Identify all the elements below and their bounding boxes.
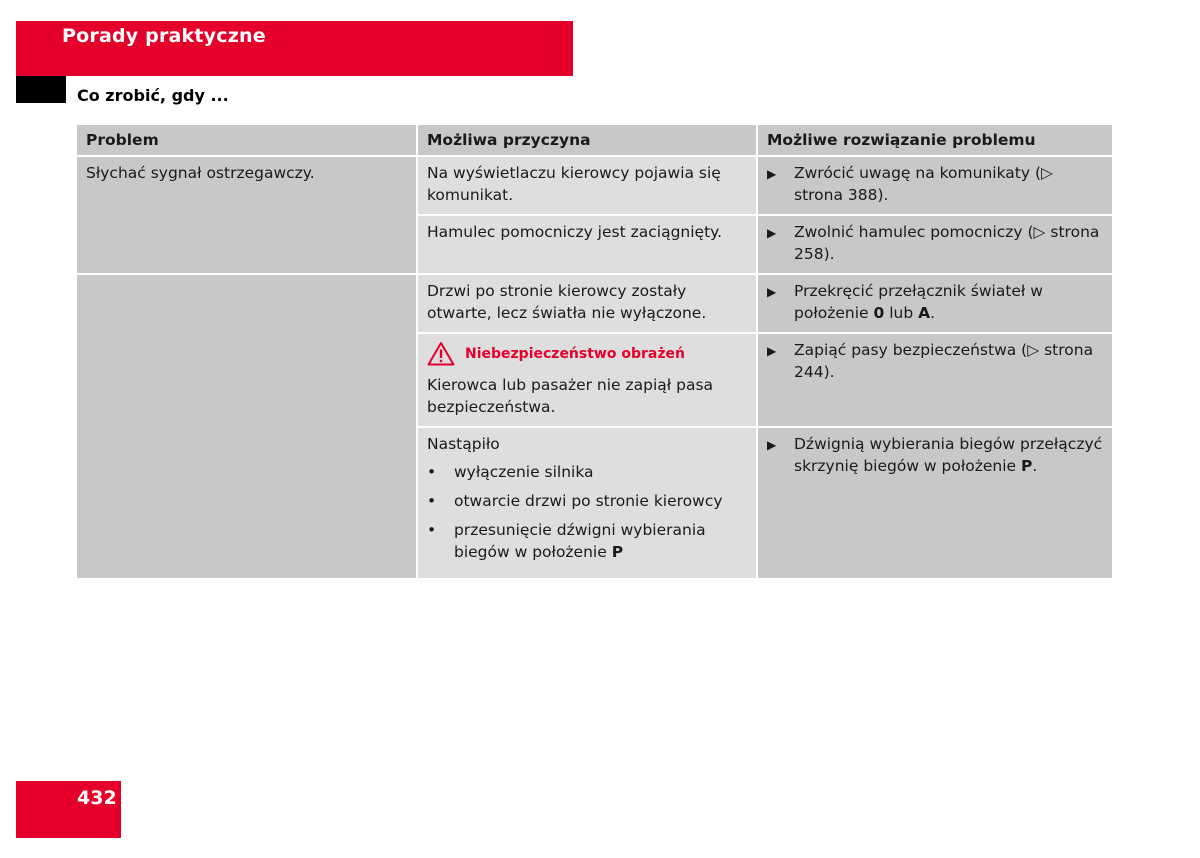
cause-cell <box>417 427 757 578</box>
arrow-right-icon: ▶ <box>767 438 777 452</box>
arrow-right-icon: ▶ <box>767 167 777 181</box>
problem-cell: Słychać sygnał ostrzegawczy. <box>77 156 417 274</box>
solution-cell <box>757 274 1112 333</box>
cause-text: Kierowca lub pasażer nie zapiął pasa bezpieczeństwa. <box>427 376 714 416</box>
list-item: • przesunięcie dźwigni wybierania biegów w położenie P <box>427 521 706 561</box>
column-header-solution: Możliwe rozwiązanie problemu <box>757 125 1112 156</box>
column-header-cause: Możliwa przyczyna <box>417 125 757 156</box>
table-row <box>77 156 1112 215</box>
problem-cell-continued <box>77 274 417 578</box>
solution-text: Przekręcić przełącznik świateł w położenie 0 lub A. <box>794 282 1043 322</box>
page-subtitle: Co zrobić, gdy ... <box>77 86 229 105</box>
solution-text: Zwrócić uwagę na komunikaty (▷ strona 388). <box>794 164 1053 204</box>
bullet-icon: • <box>427 463 437 481</box>
black-tab-marker <box>16 76 66 103</box>
warning-triangle-icon <box>427 341 455 366</box>
arrow-right-icon: ▶ <box>767 226 777 240</box>
cause-bullet-list <box>427 461 747 563</box>
arrow-right-icon: ▶ <box>767 285 777 299</box>
solution-cell <box>757 215 1112 274</box>
cause-cell: Hamulec pomocniczy jest zaciągnięty. <box>417 215 757 274</box>
bullet-icon: • <box>427 492 437 510</box>
table-header-row <box>77 125 1112 156</box>
bullet-icon: • <box>427 521 437 539</box>
column-header-problem: Problem <box>77 125 417 156</box>
troubleshooting-table <box>77 125 1112 578</box>
solution-cell <box>757 156 1112 215</box>
solution-text: Zwolnić hamulec pomocniczy (▷ strona 258). <box>794 223 1100 263</box>
cause-cell: Drzwi po stronie kierowcy zostały otwarte, lecz światła nie wyłączone. <box>417 274 757 333</box>
arrow-right-icon: ▶ <box>767 344 777 358</box>
list-item: • otwarcie drzwi po stronie kierowcy <box>427 492 723 510</box>
list-item: • wyłączenie silnika <box>427 463 594 481</box>
section-title: Porady praktyczne <box>62 25 266 47</box>
page-number: 432 <box>77 787 117 809</box>
solution-text: Zapiąć pasy bezpieczeństwa (▷ strona 244). <box>794 341 1094 381</box>
solution-cell <box>757 333 1112 427</box>
cause-intro: Nastąpiło <box>427 435 500 453</box>
solution-text: Dźwignią wybierania biegów przełączyć skrzynię biegów w położenie P. <box>794 435 1103 475</box>
cause-cell <box>417 333 757 427</box>
solution-cell <box>757 427 1112 578</box>
warning-header <box>427 341 747 366</box>
table-row <box>77 274 1112 333</box>
warning-label: Niebezpieczeństwo obrażeń <box>465 345 685 362</box>
cause-cell: Na wyświetlaczu kierowcy pojawia się komunikat. <box>417 156 757 215</box>
